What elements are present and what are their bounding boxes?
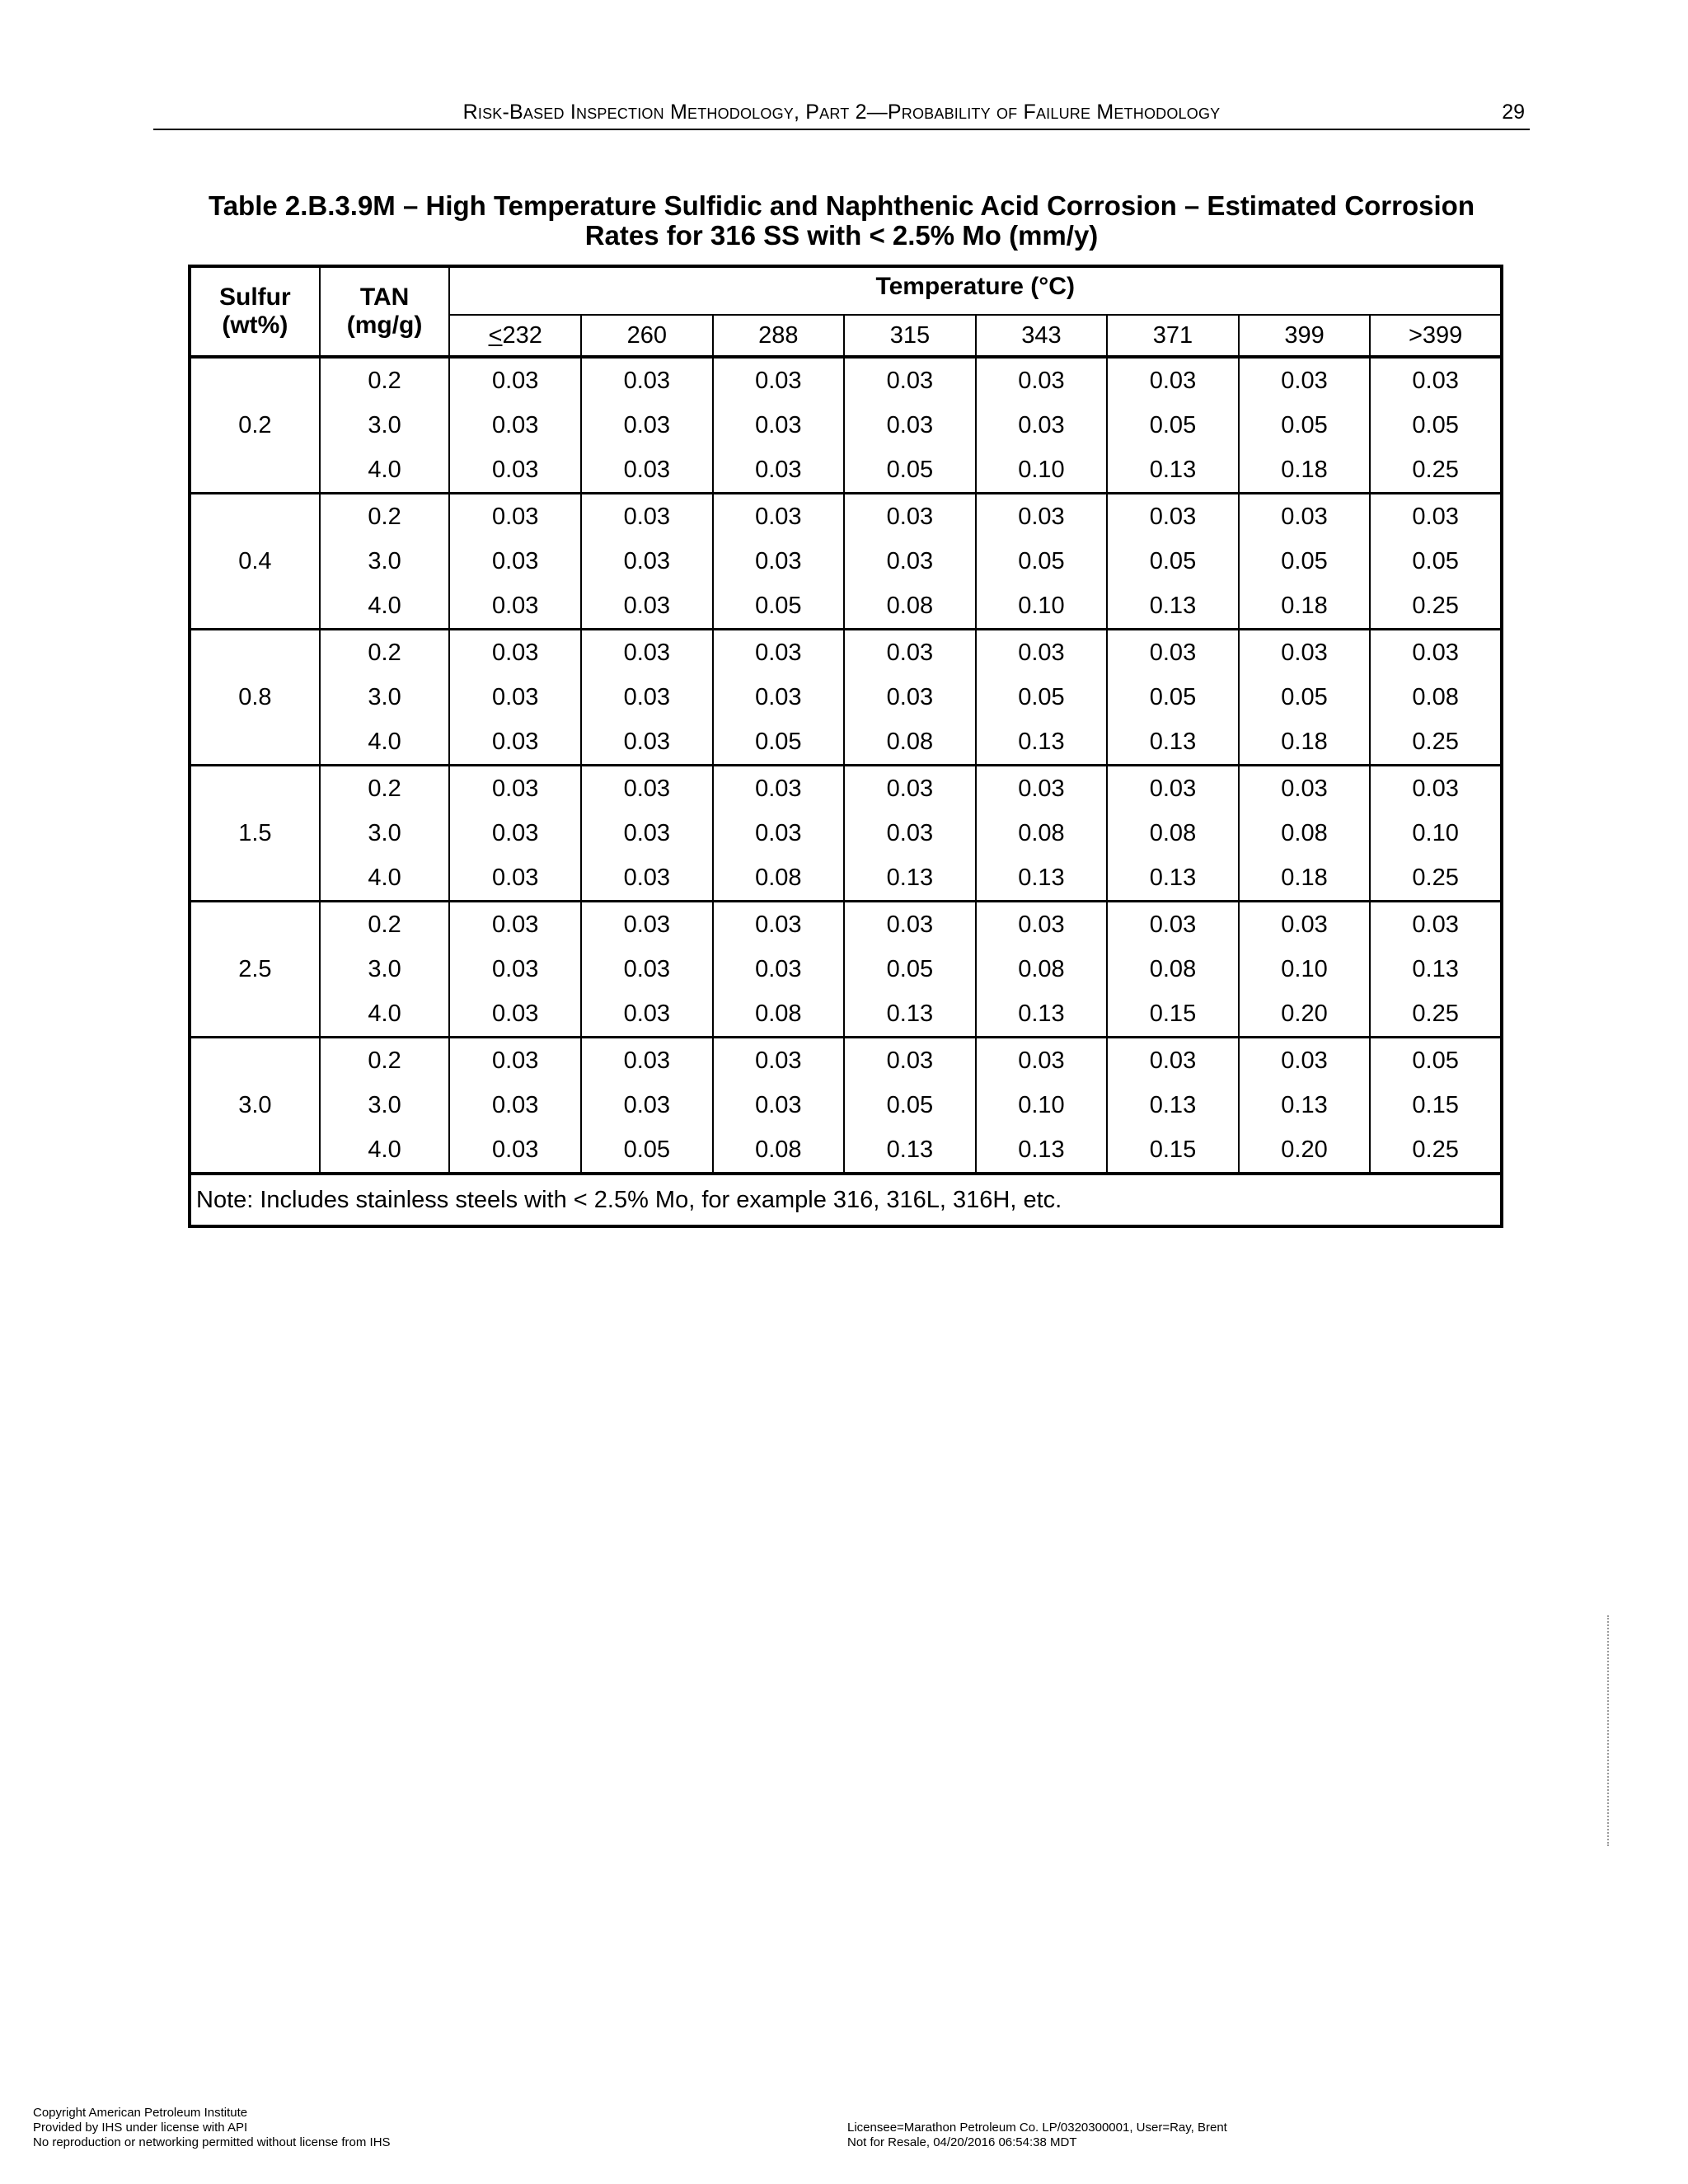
tan-header-line2: (mg/g) (346, 312, 423, 339)
rate-cell: 0.05 (1239, 539, 1371, 583)
table-row (190, 675, 1502, 719)
header-row-1 (190, 266, 1502, 315)
rate-cell: 0.03 (449, 855, 581, 902)
tan-cell: 4.0 (320, 991, 450, 1038)
rate-cell: 0.15 (1107, 991, 1239, 1038)
tan-cell: 0.2 (320, 494, 450, 540)
rate-cell: 0.03 (844, 357, 976, 403)
rate-cell: 0.10 (976, 448, 1108, 494)
rate-cell: 0.08 (1107, 947, 1239, 991)
rate-cell: 0.03 (713, 630, 845, 676)
rate-cell: 0.13 (976, 855, 1108, 902)
rate-cell: 0.03 (1239, 494, 1371, 540)
rate-cell: 0.03 (1239, 902, 1371, 948)
footer-copyright: Copyright American Petroleum Institute (33, 2106, 248, 2120)
rate-cell: 0.03 (1107, 902, 1239, 948)
rate-cell: 0.03 (581, 583, 713, 630)
sulfur-cell: 1.5 (190, 766, 320, 902)
tan-cell: 0.2 (320, 766, 450, 812)
rate-cell: 0.15 (1370, 1083, 1502, 1127)
rate-cell: 0.13 (976, 1127, 1108, 1174)
rate-cell: 0.03 (581, 539, 713, 583)
table-title-line1: Table 2.B.3.9M – High Temperature Sulfidic and Naphthenic Acid Corrosion – Estimated Corrosion (209, 190, 1475, 221)
rate-cell: 0.03 (844, 811, 976, 855)
footer-provided-by: Provided by IHS under license with API (33, 2121, 248, 2135)
rate-cell: 0.08 (844, 583, 976, 630)
temperature-header: Temperature (°C) (449, 266, 1502, 315)
rate-cell: 0.03 (581, 766, 713, 812)
rate-cell: 0.08 (713, 991, 845, 1038)
table-row (190, 1127, 1502, 1174)
rate-cell: 0.18 (1239, 855, 1371, 902)
rate-cell: 0.25 (1370, 855, 1502, 902)
table-row (190, 1038, 1502, 1084)
footer-licensee: Licensee=Marathon Petroleum Co. LP/0320300001, User=Ray, Brent (847, 2121, 1227, 2135)
rate-cell: 0.25 (1370, 991, 1502, 1038)
tan-cell: 3.0 (320, 539, 450, 583)
rate-cell: 0.03 (844, 766, 976, 812)
table-row (190, 855, 1502, 902)
table-row (190, 902, 1502, 948)
rate-cell: 0.03 (713, 1083, 845, 1127)
rate-cell: 0.03 (976, 766, 1108, 812)
rate-cell: 0.03 (1370, 494, 1502, 540)
rate-cell: 0.03 (844, 675, 976, 719)
corrosion-rate-table (188, 265, 1503, 1228)
sulfur-cell: 2.5 (190, 902, 320, 1038)
rate-cell: 0.25 (1370, 583, 1502, 630)
tan-cell: 4.0 (320, 719, 450, 766)
table-note: Note: Includes stainless steels with < 2.5% Mo, for example 316, 316L, 316H, etc. (190, 1174, 1502, 1226)
rate-cell: 0.13 (976, 991, 1108, 1038)
rate-cell: 0.03 (449, 811, 581, 855)
rate-cell: 0.03 (976, 1038, 1108, 1084)
rate-cell: 0.05 (1370, 403, 1502, 448)
rate-cell: 0.03 (976, 630, 1108, 676)
rate-cell: 0.03 (1107, 766, 1239, 812)
sulfur-column-header (190, 266, 320, 357)
table-row (190, 1083, 1502, 1127)
rate-cell: 0.05 (1370, 1038, 1502, 1084)
rate-cell: 0.03 (449, 675, 581, 719)
rate-cell: 0.20 (1239, 1127, 1371, 1174)
rate-cell: 0.13 (844, 855, 976, 902)
rate-cell: 0.18 (1239, 448, 1371, 494)
rate-cell: 0.10 (976, 583, 1108, 630)
rate-cell: 0.03 (976, 902, 1108, 948)
table-row (190, 494, 1502, 540)
rate-cell: 0.05 (1107, 675, 1239, 719)
rate-cell: 0.03 (581, 403, 713, 448)
rate-cell: 0.03 (1370, 630, 1502, 676)
rate-cell: 0.03 (713, 766, 845, 812)
rate-cell: 0.03 (1107, 357, 1239, 403)
rate-cell: 0.18 (1239, 583, 1371, 630)
rate-cell: 0.03 (581, 675, 713, 719)
rate-cell: 0.03 (581, 947, 713, 991)
table-body (190, 357, 1502, 1174)
footer-right (847, 2121, 1227, 2150)
sulfur-cell: 3.0 (190, 1038, 320, 1174)
tan-cell: 3.0 (320, 947, 450, 991)
rate-cell: 0.03 (581, 357, 713, 403)
rate-cell: 0.13 (844, 991, 976, 1038)
table-row (190, 357, 1502, 403)
rate-cell: 0.03 (1239, 1038, 1371, 1084)
less-equal-sign: < (488, 321, 503, 349)
tan-cell: 0.2 (320, 902, 450, 948)
page-number: 29 (1502, 101, 1525, 124)
rate-cell: 0.13 (1370, 947, 1502, 991)
temperature-column-header: 371 (1107, 315, 1239, 357)
rate-cell: 0.03 (1107, 1038, 1239, 1084)
rate-cell: 0.03 (976, 494, 1108, 540)
rate-cell: 0.03 (713, 947, 845, 991)
rate-cell: 0.25 (1370, 719, 1502, 766)
table-row (190, 403, 1502, 448)
rate-cell: 0.13 (844, 1127, 976, 1174)
rate-cell: 0.03 (581, 630, 713, 676)
rate-cell: 0.03 (449, 1127, 581, 1174)
rate-cell: 0.05 (844, 947, 976, 991)
rate-cell: 0.03 (713, 357, 845, 403)
rate-cell: 0.20 (1239, 991, 1371, 1038)
rate-cell: 0.05 (976, 675, 1108, 719)
table-title (153, 191, 1530, 251)
table-row (190, 991, 1502, 1038)
rate-cell: 0.03 (844, 902, 976, 948)
table-row (190, 947, 1502, 991)
temperature-value: 232 (502, 321, 542, 349)
rate-cell: 0.03 (976, 403, 1108, 448)
rate-cell: 0.03 (844, 630, 976, 676)
rate-cell: 0.03 (581, 1083, 713, 1127)
rate-cell: 0.03 (449, 766, 581, 812)
tan-cell: 0.2 (320, 630, 450, 676)
rate-cell: 0.03 (844, 403, 976, 448)
rate-cell: 0.08 (1370, 675, 1502, 719)
temperature-column-header: 288 (713, 315, 845, 357)
temperature-column-header: >399 (1370, 315, 1502, 357)
rate-cell: 0.03 (449, 448, 581, 494)
rate-cell: 0.15 (1107, 1127, 1239, 1174)
rate-cell: 0.13 (1107, 583, 1239, 630)
rate-cell: 0.05 (713, 583, 845, 630)
sulfur-header-line2: (wt%) (222, 312, 288, 339)
rate-cell: 0.13 (1107, 719, 1239, 766)
footer-no-reproduction: No reproduction or networking permitted without license from IHS (33, 2135, 391, 2149)
rate-cell: 0.03 (449, 1083, 581, 1127)
tan-column-header (320, 266, 450, 357)
temperature-column-header (449, 315, 581, 357)
tan-cell: 3.0 (320, 403, 450, 448)
temperature-column-header: 343 (976, 315, 1108, 357)
rate-cell: 0.03 (581, 991, 713, 1038)
sulfur-header-line1: Sulfur (219, 284, 291, 311)
rate-cell: 0.05 (1107, 539, 1239, 583)
table-row (190, 766, 1502, 812)
rate-cell: 0.25 (1370, 448, 1502, 494)
note-row (190, 1174, 1502, 1226)
rate-cell: 0.18 (1239, 719, 1371, 766)
rate-cell: 0.08 (844, 719, 976, 766)
table-row (190, 539, 1502, 583)
rate-cell: 0.08 (1239, 811, 1371, 855)
rate-cell: 0.03 (844, 494, 976, 540)
rate-cell: 0.03 (844, 539, 976, 583)
sulfur-cell: 0.8 (190, 630, 320, 766)
rate-cell: 0.03 (844, 1038, 976, 1084)
rate-cell: 0.03 (1370, 766, 1502, 812)
sulfur-cell: 0.2 (190, 357, 320, 494)
tan-cell: 3.0 (320, 811, 450, 855)
rate-cell: 0.05 (1239, 675, 1371, 719)
temperature-column-header: 260 (581, 315, 713, 357)
rate-cell: 0.03 (449, 991, 581, 1038)
tan-cell: 4.0 (320, 855, 450, 902)
rate-cell: 0.03 (449, 1038, 581, 1084)
table-title-line2: Rates for 316 SS with < 2.5% Mo (mm/y) (584, 220, 1099, 251)
rate-cell: 0.03 (581, 448, 713, 494)
table-row (190, 719, 1502, 766)
rate-cell: 0.10 (1239, 947, 1371, 991)
rate-cell: 0.03 (581, 811, 713, 855)
rate-cell: 0.03 (1107, 630, 1239, 676)
rate-cell: 0.03 (581, 1038, 713, 1084)
tan-header-line1: TAN (359, 284, 410, 311)
rate-cell: 0.03 (581, 855, 713, 902)
temperature-column-header: 399 (1239, 315, 1371, 357)
rate-cell: 0.03 (713, 1038, 845, 1084)
rate-cell: 0.05 (844, 1083, 976, 1127)
rate-cell: 0.03 (1239, 766, 1371, 812)
table-row (190, 811, 1502, 855)
rate-cell: 0.13 (1107, 1083, 1239, 1127)
rate-cell: 0.05 (1107, 403, 1239, 448)
tan-cell: 0.2 (320, 357, 450, 403)
running-header (153, 101, 1530, 130)
tan-cell: 0.2 (320, 1038, 450, 1084)
rate-cell: 0.03 (449, 403, 581, 448)
rate-cell: 0.03 (713, 403, 845, 448)
rate-cell: 0.03 (449, 947, 581, 991)
table-row (190, 448, 1502, 494)
rate-cell: 0.03 (449, 539, 581, 583)
rate-cell: 0.08 (1107, 811, 1239, 855)
sulfur-cell: 0.4 (190, 494, 320, 630)
rate-cell: 0.08 (713, 1127, 845, 1174)
rate-cell: 0.03 (581, 719, 713, 766)
rate-cell: 0.03 (449, 583, 581, 630)
rate-cell: 0.03 (713, 902, 845, 948)
rate-cell: 0.08 (713, 855, 845, 902)
footer-left (33, 2106, 391, 2150)
rate-cell: 0.03 (581, 494, 713, 540)
running-title (153, 101, 1530, 124)
rate-cell: 0.08 (976, 811, 1108, 855)
rate-cell: 0.03 (449, 630, 581, 676)
rate-cell: 0.10 (976, 1083, 1108, 1127)
rate-cell: 0.08 (976, 947, 1108, 991)
rate-cell: 0.13 (1107, 855, 1239, 902)
rate-cell: 0.03 (1107, 494, 1239, 540)
tan-cell: 4.0 (320, 448, 450, 494)
rate-cell: 0.03 (713, 539, 845, 583)
rate-cell: 0.03 (449, 494, 581, 540)
rate-cell: 0.03 (713, 448, 845, 494)
rate-cell: 0.13 (976, 719, 1108, 766)
rate-cell: 0.13 (1239, 1083, 1371, 1127)
rate-cell: 0.03 (713, 675, 845, 719)
rate-cell: 0.03 (713, 494, 845, 540)
rate-cell: 0.05 (713, 719, 845, 766)
tan-cell: 3.0 (320, 1083, 450, 1127)
rate-cell: 0.05 (581, 1127, 713, 1174)
rate-cell: 0.03 (581, 902, 713, 948)
tan-cell: 4.0 (320, 1127, 450, 1174)
running-title-text: Risk-Based Inspection Methodology, Part 2—Probability of Failure Methodology (462, 101, 1221, 124)
rate-cell: 0.05 (1239, 403, 1371, 448)
rate-cell: 0.03 (1239, 630, 1371, 676)
footer-not-for-resale: Not for Resale, 04/20/2016 06:54:38 MDT (847, 2135, 1077, 2149)
rate-cell: 0.03 (449, 719, 581, 766)
table-row (190, 583, 1502, 630)
rate-cell: 0.05 (1370, 539, 1502, 583)
rate-cell: 0.03 (449, 902, 581, 948)
rate-cell: 0.25 (1370, 1127, 1502, 1174)
rate-cell: 0.03 (976, 357, 1108, 403)
table-row (190, 630, 1502, 676)
margin-stamp (1607, 1615, 1612, 1846)
rate-cell: 0.05 (976, 539, 1108, 583)
rate-cell: 0.10 (1370, 811, 1502, 855)
rate-cell: 0.03 (449, 357, 581, 403)
rate-cell: 0.03 (713, 811, 845, 855)
temperature-column-header: 315 (844, 315, 976, 357)
rate-cell: 0.13 (1107, 448, 1239, 494)
tan-cell: 4.0 (320, 583, 450, 630)
tan-cell: 3.0 (320, 675, 450, 719)
rate-cell: 0.03 (1370, 357, 1502, 403)
rate-cell: 0.03 (1370, 902, 1502, 948)
rate-cell: 0.03 (1239, 357, 1371, 403)
rate-cell: 0.05 (844, 448, 976, 494)
